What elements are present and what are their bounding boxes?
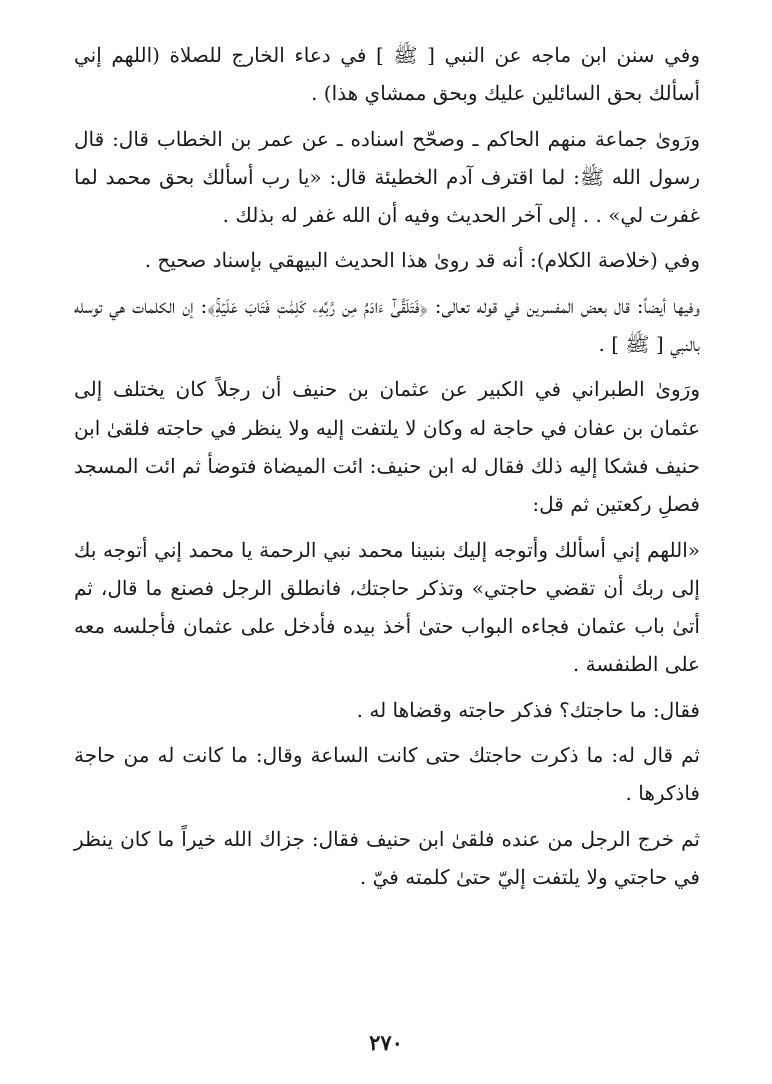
paragraph-tabarani: ورَوىٰ الطبراني في الكبير عن عثمان بن حنيف أن رجلاً كان يختلف إلى عثمان بن عفان في حاجة له وكان لا يلتفت إليه ولا ينظر في حاجته فلقىٰ ابن حنيف فشكا إليه ذلك فقال له ابن حنيف: ائت الميضاة فتوضأ ثم ائت المسجد فصلِ ركعتين ثم قل:	[74, 377, 700, 517]
paragraph-then-he-said: ثم قال له: ما ذكرت حاجتك حتى كانت الساعة وقال: ما كانت له من حاجة فاذكرها .	[74, 743, 700, 806]
paragraph-supplication: «اللهم إني أسألك وأتوجه إليك بنبينا محمد نبي الرحمة يا محمد إني أتوجه بك إلى ربك أن تقضي حاجتي» وتذكر حاجتك، فانطلق الرجل فصنع ما قال، ثم أتىٰ باب عثمان فجاءه البواب حتىٰ أخذ بيده فأدخل على عثمان فأجلسه معه على الطنفسة .	[74, 537, 700, 677]
page-body	[74, 36, 700, 903]
paragraph-khulasat-al-kalam: وفي (خلاصة الكلام): أنه قد روىٰ هذا الحديث البيهقي بإسناد صحيح .	[144, 248, 700, 273]
paragraph-ibn-majah: وفي سنن ابن ماجه عن النبي [ ﷺ ] في دعاء الخارج للصلاة (اللهم إني أسألك بحق السائلين عليك وبحق ممشاي هذا) .	[74, 43, 700, 106]
paragraph-what-is-your-need: فقال: ما حاجتك؟ فذكر حاجته وقضاها له .	[356, 697, 700, 722]
paragraph-man-left: ثم خرج الرجل من عنده فلقىٰ ابن حنيف فقال: جزاك الله خيراً ما كان ينظر في حاجتي ولا يلتفت إليّ حتىٰ كلمته فيّ .	[74, 826, 700, 889]
paragraph-hakim-umar: ورَوىٰ جماعة منهم الحاكم ـ وصحّح اسناده ـ عن عمر بن الخطاب قال: قال رسول الله ﷺ: لما اقترف آدم الخطيئة قال: «يا رب أسألك بحق محمد لما غفرت لي» . . إلى آخر الحديث وفيه أن الله غفر له بذلك .	[74, 126, 700, 228]
paragraph-mufassirin-verse: وفيها أيضاً: قال بعض المفسرين في قوله تعالى: ﴿فَتَلَقَّىٰٓ ءَادَمُ مِن رَّبِّهِۦ كَلِمَٰتٖ فَتَابَ عَلَيۡهِۚ﴾: إن الكلمات هي توسله بالنبي [ ﷺ ] .	[74, 293, 700, 357]
page-number: ٢٧٠	[369, 1030, 403, 1055]
